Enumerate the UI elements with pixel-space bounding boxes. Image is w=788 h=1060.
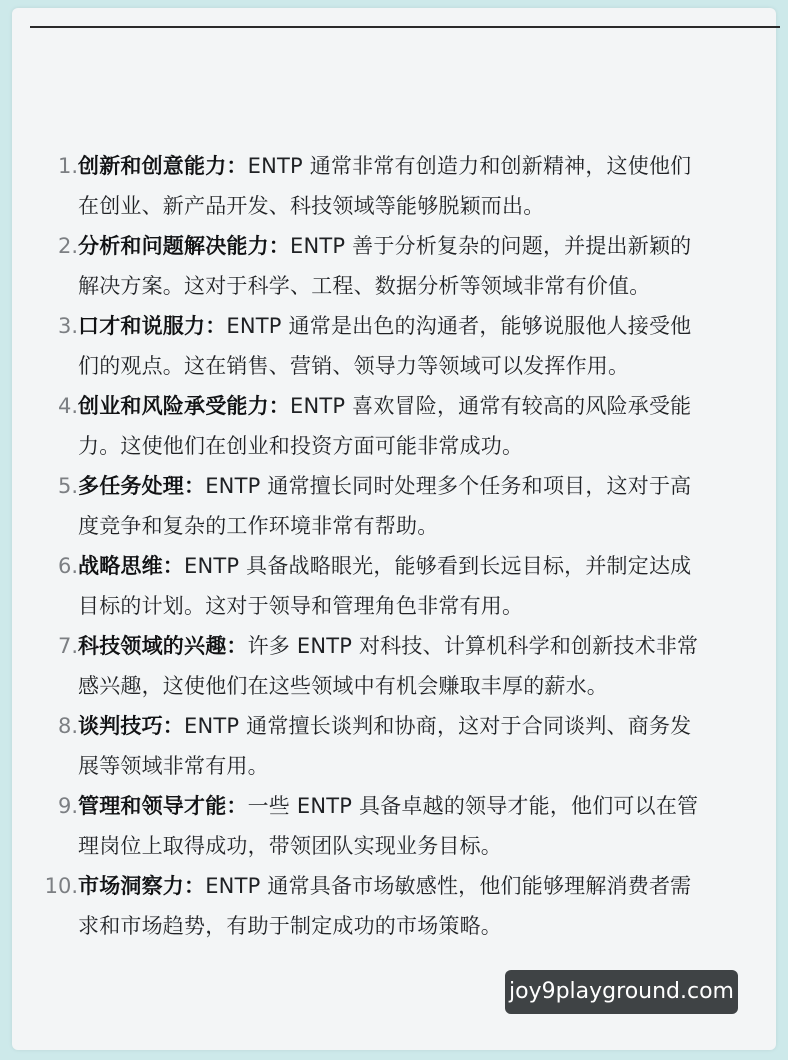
list-item-title: 科技领域的兴趣： xyxy=(78,634,248,658)
list-item-desc-line2: 感兴趣，这使他们在这些领域中有机会赚取丰厚的薪水。 xyxy=(78,674,608,698)
list-item-title: 战略思维： xyxy=(78,554,184,578)
numbered-list xyxy=(12,146,776,946)
list-item-text xyxy=(78,786,758,866)
list-item-title: 管理和领导才能： xyxy=(78,794,248,818)
list-item-text xyxy=(78,386,758,466)
list-item xyxy=(12,866,776,946)
list-item-desc-line1: 一些 ENTP 具备卓越的领导才能，他们可以在管 xyxy=(247,794,699,818)
list-item-desc-line2: 目标的计划。这对于领导和管理角色非常有用。 xyxy=(78,594,524,618)
list-item-number: 8. xyxy=(57,714,78,738)
list-item xyxy=(12,306,776,386)
list-item-desc-line1: 许多 ENTP 对科技、计算机科学和创新技术非常 xyxy=(247,634,699,658)
list-item-title: 多任务处理： xyxy=(78,474,206,498)
list-item-number: 4. xyxy=(57,394,78,418)
list-item-desc-line2: 求和市场趋势，有助于制定成功的市场策略。 xyxy=(78,914,502,938)
content-card xyxy=(12,8,776,1050)
list-item-desc-line1: ENTP 具备战略眼光，能够看到长远目标，并制定达成 xyxy=(184,554,692,578)
list-item-desc-line1: ENTP 善于分析复杂的问题，并提出新颖的 xyxy=(290,234,692,258)
list-item-title: 分析和问题解决能力： xyxy=(78,234,290,258)
list-item-number: 9. xyxy=(57,794,78,818)
list-item-text xyxy=(78,306,758,386)
list-item xyxy=(12,706,776,786)
list-item xyxy=(12,386,776,466)
list-item xyxy=(12,466,776,546)
list-item-text xyxy=(78,626,758,706)
list-item-desc-line2: 在创业、新产品开发、科技领域等能够脱颖而出。 xyxy=(78,194,545,218)
list-item-text xyxy=(78,546,758,626)
list-item xyxy=(12,146,776,226)
list-item-text xyxy=(78,706,758,786)
list-item-title: 创业和风险承受能力： xyxy=(78,394,290,418)
list-item-desc-line1: ENTP 通常具备市场敏感性，他们能够理解消费者需 xyxy=(205,874,692,898)
list-item-number: 10. xyxy=(44,874,78,898)
list-item-desc-line2: 们的观点。这在销售、营销、领导力等领域可以发挥作用。 xyxy=(78,354,630,378)
list-item-desc-line1: ENTP 通常擅长谈判和协商，这对于合同谈判、商务发 xyxy=(184,714,692,738)
list-item-desc-line1: ENTP 喜欢冒险，通常有较高的风险承受能 xyxy=(290,394,692,418)
list-item xyxy=(12,626,776,706)
list-item-number: 6. xyxy=(57,554,78,578)
list-item-desc-line2: 力。这使他们在创业和投资方面可能非常成功。 xyxy=(78,434,524,458)
watermark-badge: joy9playground.com xyxy=(505,970,738,1014)
list-item-number: 1. xyxy=(57,154,78,178)
list-item-number: 7. xyxy=(57,634,78,658)
list-item xyxy=(12,546,776,626)
list-item-desc-line1: ENTP 通常擅长同时处理多个任务和项目，这对于高 xyxy=(205,474,692,498)
list-item xyxy=(12,226,776,306)
list-item-desc-line2: 解决方案。这对于科学、工程、数据分析等领域非常有价值。 xyxy=(78,274,651,298)
list-item-title: 市场洞察力： xyxy=(78,874,206,898)
list-item-desc-line2: 理岗位上取得成功，带领团队实现业务目标。 xyxy=(78,834,502,858)
list-item-desc-line2: 展等领域非常有用。 xyxy=(78,754,269,778)
list-item-desc-line1: ENTP 通常非常有创造力和创新精神，这使他们 xyxy=(247,154,692,178)
list-item xyxy=(12,786,776,866)
list-item-title: 口才和说服力： xyxy=(78,314,227,338)
list-item-desc-line1: ENTP 通常是出色的沟通者，能够说服他人接受他 xyxy=(226,314,692,338)
list-item-text xyxy=(78,226,758,306)
top-divider xyxy=(30,26,780,28)
list-item-title: 创新和创意能力： xyxy=(78,154,248,178)
list-item-text xyxy=(78,866,758,946)
list-item-desc-line2: 度竞争和复杂的工作环境非常有帮助。 xyxy=(78,514,439,538)
list-item-title: 谈判技巧： xyxy=(78,714,184,738)
list-item-number: 2. xyxy=(57,234,78,258)
list-item-number: 3. xyxy=(57,314,78,338)
list-item-text xyxy=(78,146,758,226)
list-item-text xyxy=(78,466,758,546)
list-item-number: 5. xyxy=(57,474,78,498)
